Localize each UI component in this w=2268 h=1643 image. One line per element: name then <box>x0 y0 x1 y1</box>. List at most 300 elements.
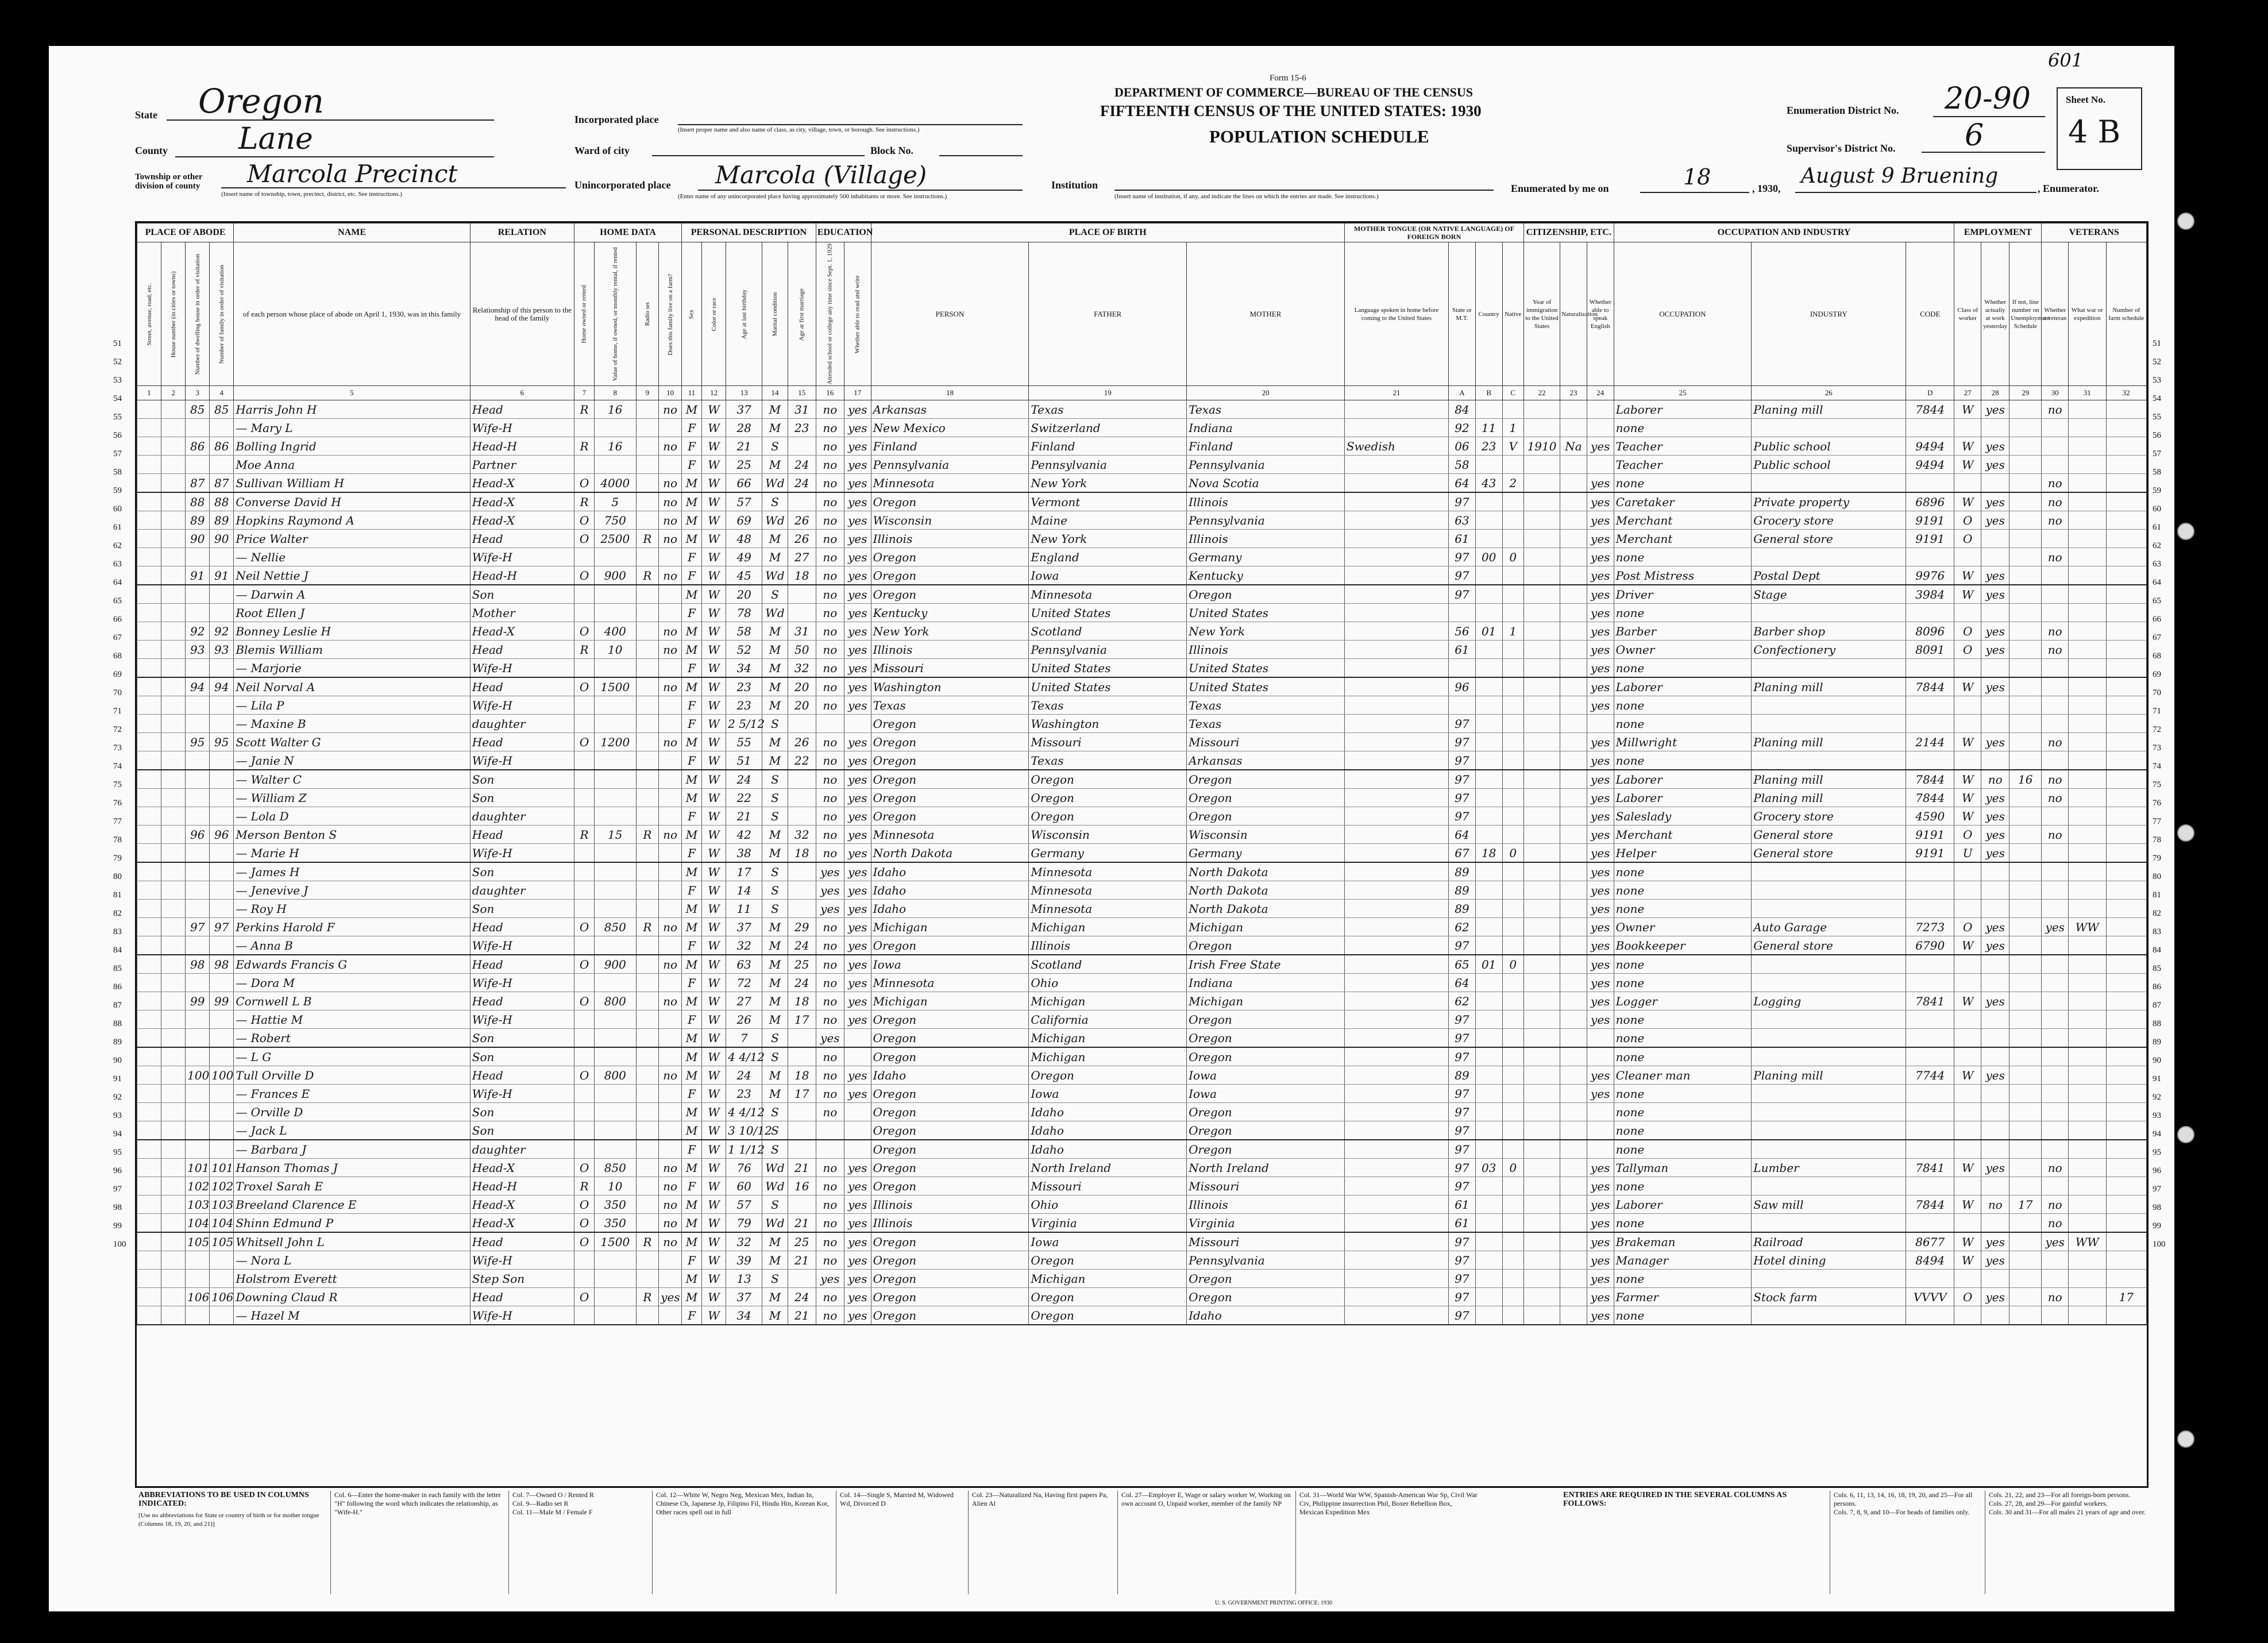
attended-school-cell: no <box>816 1214 844 1233</box>
immigration-year-cell <box>1523 419 1560 437</box>
class-of-worker-cell: W <box>1954 1232 1981 1251</box>
code-country-cell <box>1475 511 1502 530</box>
column-number: 26 <box>1752 386 1906 400</box>
read-write-cell: yes <box>844 826 871 844</box>
farm-schedule-cell <box>2106 696 2146 715</box>
line-number: 98 <box>113 1203 122 1212</box>
line-number: 94 <box>113 1129 122 1139</box>
code-country-cell <box>1475 807 1502 826</box>
dwelling-number-cell <box>186 1029 210 1048</box>
code-state-cell: 97 <box>1449 1047 1476 1066</box>
line-number: 89 <box>113 1038 122 1047</box>
group-header-relation: RELATION <box>470 223 574 242</box>
street-cell <box>137 1047 161 1066</box>
family-number-cell <box>210 751 234 770</box>
race-cell: W <box>702 400 726 419</box>
line-number: 77 <box>113 817 122 826</box>
street-cell <box>137 992 161 1011</box>
age-cell: 57 <box>726 492 762 511</box>
naturalization-cell <box>1560 622 1587 641</box>
mother-birthplace-cell: Idaho <box>1187 1306 1345 1325</box>
sex-cell: F <box>681 548 701 566</box>
mother-birthplace-cell: North Dakota <box>1187 881 1345 900</box>
age-first-marriage-cell <box>788 1047 816 1066</box>
veteran-cell: no <box>2042 733 2069 751</box>
street-cell <box>137 1121 161 1140</box>
line-number: 69 <box>113 670 122 679</box>
birthplace-cell: North Dakota <box>871 844 1029 863</box>
speaks-english-cell: yes <box>1587 1214 1614 1233</box>
table-row <box>137 789 2147 807</box>
immigration-year-cell <box>1523 1214 1560 1233</box>
veteran-cell <box>2042 1066 2069 1085</box>
street-cell <box>137 604 161 622</box>
class-of-worker-cell <box>1954 1214 1981 1233</box>
relationship-cell: Son <box>470 1029 574 1048</box>
at-work-cell: yes <box>1981 677 2009 696</box>
veteran-cell <box>2042 659 2069 678</box>
occupation-code-cell: 8096 <box>1906 622 1954 641</box>
race-cell: W <box>702 770 726 789</box>
code-country-cell: 00 <box>1475 548 1502 566</box>
occupation-code-cell: 6790 <box>1906 936 1954 955</box>
line-number: 64 <box>113 578 122 587</box>
mother-tongue-cell <box>1344 844 1448 863</box>
line-number: 55 <box>2153 412 2161 422</box>
column-number: 25 <box>1614 386 1752 400</box>
farm-cell <box>659 1029 682 1048</box>
occupation-cell: Cleaner man <box>1614 1066 1752 1085</box>
column-number: 22 <box>1523 386 1560 400</box>
father-birthplace-cell: Oregon <box>1029 789 1187 807</box>
read-write-cell: yes <box>844 992 871 1011</box>
naturalization-cell <box>1560 659 1587 678</box>
unemployment-line-cell <box>2009 974 2042 992</box>
father-birthplace-cell: Scotland <box>1029 622 1187 641</box>
unemployment-line-cell <box>2009 1232 2042 1251</box>
marital-status-cell: S <box>762 789 788 807</box>
house-number-cell <box>161 530 186 548</box>
home-owned-rented-cell <box>574 715 594 733</box>
column-header: Home owned or rented <box>574 242 594 386</box>
code-country-cell <box>1475 918 1502 936</box>
home-value-cell: 16 <box>595 437 636 456</box>
father-birthplace-cell: Texas <box>1029 696 1187 715</box>
age-first-marriage-cell: 31 <box>788 400 816 419</box>
at-work-cell <box>1981 530 2009 548</box>
table-row <box>137 1085 2147 1103</box>
column-number: 14 <box>762 386 788 400</box>
speaks-english-cell <box>1587 715 1614 733</box>
naturalization-cell <box>1560 1140 1587 1159</box>
industry-cell <box>1752 955 1906 974</box>
at-work-cell <box>1981 1270 2009 1288</box>
occupation-cell: none <box>1614 696 1752 715</box>
father-birthplace-cell: England <box>1029 548 1187 566</box>
farm-schedule-cell <box>2106 585 2146 604</box>
family-number-cell <box>210 715 234 733</box>
war-cell <box>2069 530 2106 548</box>
line-number: 72 <box>113 725 122 734</box>
radio-set-cell <box>636 456 659 474</box>
age-first-marriage-cell <box>788 585 816 604</box>
farm-schedule-cell <box>2106 1085 2146 1103</box>
farm-cell: no <box>659 1177 682 1195</box>
speaks-english-cell: yes <box>1587 918 1614 936</box>
father-birthplace-cell: Maine <box>1029 511 1187 530</box>
person-name-cell: — Jack L <box>234 1121 470 1140</box>
marital-status-cell: M <box>762 400 788 419</box>
line-number: 88 <box>113 1019 122 1028</box>
marital-status-cell: M <box>762 456 788 474</box>
relationship-cell: Head <box>470 955 574 974</box>
occupation-cell: Laborer <box>1614 770 1752 789</box>
farm-schedule-cell <box>2106 881 2146 900</box>
speaks-english-cell: yes <box>1587 696 1614 715</box>
person-name-cell: Bonney Leslie H <box>234 622 470 641</box>
home-owned-rented-cell: O <box>574 566 594 585</box>
mother-birthplace-cell: Missouri <box>1187 1232 1345 1251</box>
occupation-code-cell: 8494 <box>1906 1251 1954 1270</box>
at-work-cell: yes <box>1981 789 2009 807</box>
occupation-cell: Barber <box>1614 622 1752 641</box>
age-first-marriage-cell: 18 <box>788 992 816 1011</box>
mother-tongue-cell <box>1344 733 1448 751</box>
code-state-cell: 61 <box>1449 1195 1476 1214</box>
occupation-code-cell: 7841 <box>1906 1159 1954 1177</box>
column-number: C <box>1502 386 1523 400</box>
occupation-cell: none <box>1614 1270 1752 1288</box>
mother-tongue-cell <box>1344 826 1448 844</box>
farm-cell <box>659 1085 682 1103</box>
age-first-marriage-cell: 21 <box>788 1251 816 1270</box>
relationship-cell: Head <box>470 1066 574 1085</box>
relationship-cell: Son <box>470 789 574 807</box>
sex-cell: M <box>681 1121 701 1140</box>
attended-school-cell: yes <box>816 1029 844 1048</box>
immigration-year-cell <box>1523 974 1560 992</box>
home-value-cell: 850 <box>595 1159 636 1177</box>
occupation-code-cell <box>1906 696 1954 715</box>
home-value-cell <box>595 696 636 715</box>
street-cell <box>137 530 161 548</box>
ward-label: Ward of city <box>574 145 630 156</box>
read-write-cell: yes <box>844 530 871 548</box>
farm-cell: no <box>659 1159 682 1177</box>
read-write-cell: yes <box>844 1159 871 1177</box>
home-value-cell <box>595 456 636 474</box>
father-birthplace-cell: Switzerland <box>1029 419 1187 437</box>
at-work-cell: yes <box>1981 622 2009 641</box>
line-number: 61 <box>2153 523 2161 532</box>
home-value-cell <box>595 1251 636 1270</box>
occupation-cell: Teacher <box>1614 437 1752 456</box>
radio-set-cell <box>636 659 659 678</box>
line-number: 53 <box>2153 376 2161 385</box>
house-number-cell <box>161 1011 186 1029</box>
attended-school-cell: no <box>816 1288 844 1306</box>
column-header: Class of worker <box>1954 242 1981 386</box>
radio-set-cell: R <box>636 1288 659 1306</box>
speaks-english-cell: yes <box>1587 511 1614 530</box>
abbrev-col6: Col. 6—Enter the home-maker in each family with the letter "H" following the word which indicates the relationship, as "Wife-H." <box>330 1491 507 1594</box>
house-number-cell <box>161 1047 186 1066</box>
farm-cell <box>659 1251 682 1270</box>
immigration-year-cell <box>1523 1047 1560 1066</box>
code-country-cell: 01 <box>1475 622 1502 641</box>
dwelling-number-cell: 90 <box>186 530 210 548</box>
street-cell <box>137 955 161 974</box>
table-row <box>137 992 2147 1011</box>
code-country-cell <box>1475 585 1502 604</box>
birthplace-cell: Texas <box>871 696 1029 715</box>
township-label: Township or other division of county <box>135 172 203 191</box>
person-name-cell: — Dora M <box>234 974 470 992</box>
line-number: 74 <box>2153 762 2161 771</box>
column-number: 27 <box>1954 386 1981 400</box>
column-header: Sex <box>681 242 701 386</box>
home-owned-rented-cell: O <box>574 1288 594 1306</box>
naturalization-cell <box>1560 585 1587 604</box>
dwelling-number-cell: 102 <box>186 1177 210 1195</box>
age-cell: 76 <box>726 1159 762 1177</box>
sex-cell: F <box>681 604 701 622</box>
relationship-cell: Son <box>470 1103 574 1121</box>
veteran-cell <box>2042 844 2069 863</box>
unemployment-line-cell <box>2009 844 2042 863</box>
at-work-cell: yes <box>1981 1288 2009 1306</box>
class-of-worker-cell: W <box>1954 1159 1981 1177</box>
race-cell: W <box>702 751 726 770</box>
code-state-cell: 56 <box>1449 622 1476 641</box>
read-write-cell <box>844 1047 871 1066</box>
relationship-cell: Head-H <box>470 1177 574 1195</box>
group-header-personal-description: PERSONAL DESCRIPTION <box>681 223 816 242</box>
war-cell <box>2069 1177 2106 1195</box>
immigration-year-cell <box>1523 1121 1560 1140</box>
mother-birthplace-cell: Illinois <box>1187 1195 1345 1214</box>
family-number-cell <box>210 900 234 918</box>
code-native-cell <box>1502 1029 1523 1048</box>
dwelling-number-cell <box>186 881 210 900</box>
naturalization-cell <box>1560 604 1587 622</box>
unemployment-line-cell <box>2009 900 2042 918</box>
home-value-cell <box>595 659 636 678</box>
relationship-cell: Head <box>470 918 574 936</box>
race-cell: W <box>702 1159 726 1177</box>
attended-school-cell: yes <box>816 862 844 881</box>
street-cell <box>137 419 161 437</box>
house-number-cell <box>161 881 186 900</box>
person-name-cell: — Nora L <box>234 1251 470 1270</box>
birthplace-cell: Oregon <box>871 1232 1029 1251</box>
industry-cell <box>1752 659 1906 678</box>
line-number: 82 <box>2153 909 2161 918</box>
mother-birthplace-cell: Iowa <box>1187 1066 1345 1085</box>
house-number-cell <box>161 659 186 678</box>
mother-tongue-cell: Swedish <box>1344 437 1448 456</box>
speaks-english-cell: yes <box>1587 1011 1614 1029</box>
birthplace-cell: Illinois <box>871 641 1029 659</box>
relationship-cell: Wife-H <box>470 1085 574 1103</box>
mother-tongue-cell <box>1344 641 1448 659</box>
mother-birthplace-cell: Virginia <box>1187 1214 1345 1233</box>
sheet-number-label: Sheet No. <box>2066 94 2105 105</box>
relationship-cell: Head <box>470 992 574 1011</box>
sex-cell: F <box>681 696 701 715</box>
class-of-worker-cell <box>1954 659 1981 678</box>
county-value: Lane <box>238 122 313 156</box>
at-work-cell: yes <box>1981 844 2009 863</box>
dwelling-number-cell <box>186 751 210 770</box>
farm-schedule-cell <box>2106 511 2146 530</box>
at-work-cell <box>1981 1029 2009 1048</box>
line-number: 85 <box>113 964 122 973</box>
house-number-cell <box>161 862 186 881</box>
relationship-cell: Son <box>470 585 574 604</box>
age-first-marriage-cell: 24 <box>788 456 816 474</box>
house-number-cell <box>161 1270 186 1288</box>
age-cell: 38 <box>726 844 762 863</box>
father-birthplace-cell: United States <box>1029 677 1187 696</box>
form-number: Form 15-6 <box>1270 74 1306 83</box>
family-number-cell <box>210 659 234 678</box>
code-state-cell: 97 <box>1449 1140 1476 1159</box>
mother-tongue-cell <box>1344 881 1448 900</box>
mother-birthplace-cell: Oregon <box>1187 1029 1345 1048</box>
at-work-cell <box>1981 715 2009 733</box>
at-work-cell: yes <box>1981 400 2009 419</box>
industry-cell: Postal Dept <box>1752 566 1906 585</box>
table-row <box>137 955 2147 974</box>
class-of-worker-cell: W <box>1954 566 1981 585</box>
house-number-cell <box>161 733 186 751</box>
mother-tongue-cell <box>1344 511 1448 530</box>
age-first-marriage-cell <box>788 770 816 789</box>
class-of-worker-cell: W <box>1954 400 1981 419</box>
sex-cell: M <box>681 918 701 936</box>
veteran-cell <box>2042 1029 2069 1048</box>
table-row <box>137 677 2147 696</box>
radio-set-cell <box>636 1047 659 1066</box>
birthplace-cell: Oregon <box>871 936 1029 955</box>
veteran-cell <box>2042 1011 2069 1029</box>
father-birthplace-cell: Oregon <box>1029 770 1187 789</box>
code-country-cell <box>1475 1085 1502 1103</box>
column-header: What war or expedition <box>2069 242 2106 386</box>
farm-cell <box>659 1306 682 1325</box>
line-number: 61 <box>113 523 122 532</box>
mother-birthplace-cell: United States <box>1187 677 1345 696</box>
farm-cell: no <box>659 400 682 419</box>
read-write-cell: yes <box>844 1177 871 1195</box>
home-owned-rented-cell <box>574 1103 594 1121</box>
relationship-cell: Wife-H <box>470 1251 574 1270</box>
occupation-code-cell <box>1906 659 1954 678</box>
code-state-cell <box>1449 696 1476 715</box>
group-header-education: EDUCATION <box>816 223 871 242</box>
column-number: 30 <box>2042 386 2069 400</box>
farm-cell <box>659 1270 682 1288</box>
code-country-cell <box>1475 604 1502 622</box>
age-first-marriage-cell: 22 <box>788 751 816 770</box>
speaks-english-cell: yes <box>1587 492 1614 511</box>
relationship-cell: Head-X <box>470 622 574 641</box>
table-row <box>137 604 2147 622</box>
family-number-cell <box>210 1121 234 1140</box>
mother-tongue-cell <box>1344 1011 1448 1029</box>
mother-birthplace-cell: Finland <box>1187 437 1345 456</box>
mother-tongue-cell <box>1344 770 1448 789</box>
mother-tongue-cell <box>1344 1159 1448 1177</box>
code-native-cell <box>1502 456 1523 474</box>
class-of-worker-cell: O <box>1954 511 1981 530</box>
marital-status-cell: Wd <box>762 1177 788 1195</box>
radio-set-cell <box>636 1270 659 1288</box>
farm-schedule-cell <box>2106 918 2146 936</box>
home-value-cell <box>595 1306 636 1325</box>
birthplace-cell: Oregon <box>871 585 1029 604</box>
at-work-cell: no <box>1981 770 2009 789</box>
radio-set-cell <box>636 1177 659 1195</box>
war-cell <box>2069 566 2106 585</box>
relationship-cell: Wife-H <box>470 1306 574 1325</box>
farm-cell <box>659 1103 682 1121</box>
family-number-cell: 96 <box>210 826 234 844</box>
farm-cell <box>659 604 682 622</box>
occupation-code-cell: 7844 <box>1906 789 1954 807</box>
war-cell <box>2069 622 2106 641</box>
speaks-english-cell: yes <box>1587 1177 1614 1195</box>
house-number-cell <box>161 826 186 844</box>
column-header: CODE <box>1906 242 1954 386</box>
code-native-cell <box>1502 1306 1523 1325</box>
marital-status-cell: Wd <box>762 566 788 585</box>
sex-cell: F <box>681 844 701 863</box>
line-number: 95 <box>113 1148 122 1157</box>
age-first-marriage-cell: 50 <box>788 641 816 659</box>
house-number-cell <box>161 604 186 622</box>
home-value-cell <box>595 1011 636 1029</box>
race-cell: W <box>702 1288 726 1306</box>
code-native-cell <box>1502 641 1523 659</box>
birthplace-cell: Oregon <box>871 1251 1029 1270</box>
race-cell: W <box>702 1085 726 1103</box>
home-owned-rented-cell <box>574 1085 594 1103</box>
age-cell: 17 <box>726 862 762 881</box>
code-native-cell <box>1502 1195 1523 1214</box>
line-number: 96 <box>113 1166 122 1175</box>
age-first-marriage-cell: 32 <box>788 659 816 678</box>
home-value-cell <box>595 1103 636 1121</box>
attended-school-cell: no <box>816 1195 844 1214</box>
code-country-cell <box>1475 530 1502 548</box>
street-cell <box>137 659 161 678</box>
war-cell <box>2069 715 2106 733</box>
sex-cell: M <box>681 400 701 419</box>
race-cell: W <box>702 456 726 474</box>
father-birthplace-cell: Pennsylvania <box>1029 456 1187 474</box>
code-country-cell <box>1475 789 1502 807</box>
race-cell: W <box>702 789 726 807</box>
house-number-cell <box>161 1085 186 1103</box>
home-value-cell <box>595 844 636 863</box>
column-number: 28 <box>1981 386 2009 400</box>
relationship-cell: daughter <box>470 807 574 826</box>
radio-set-cell <box>636 715 659 733</box>
column-header: Marital condition <box>762 242 788 386</box>
street-cell <box>137 770 161 789</box>
